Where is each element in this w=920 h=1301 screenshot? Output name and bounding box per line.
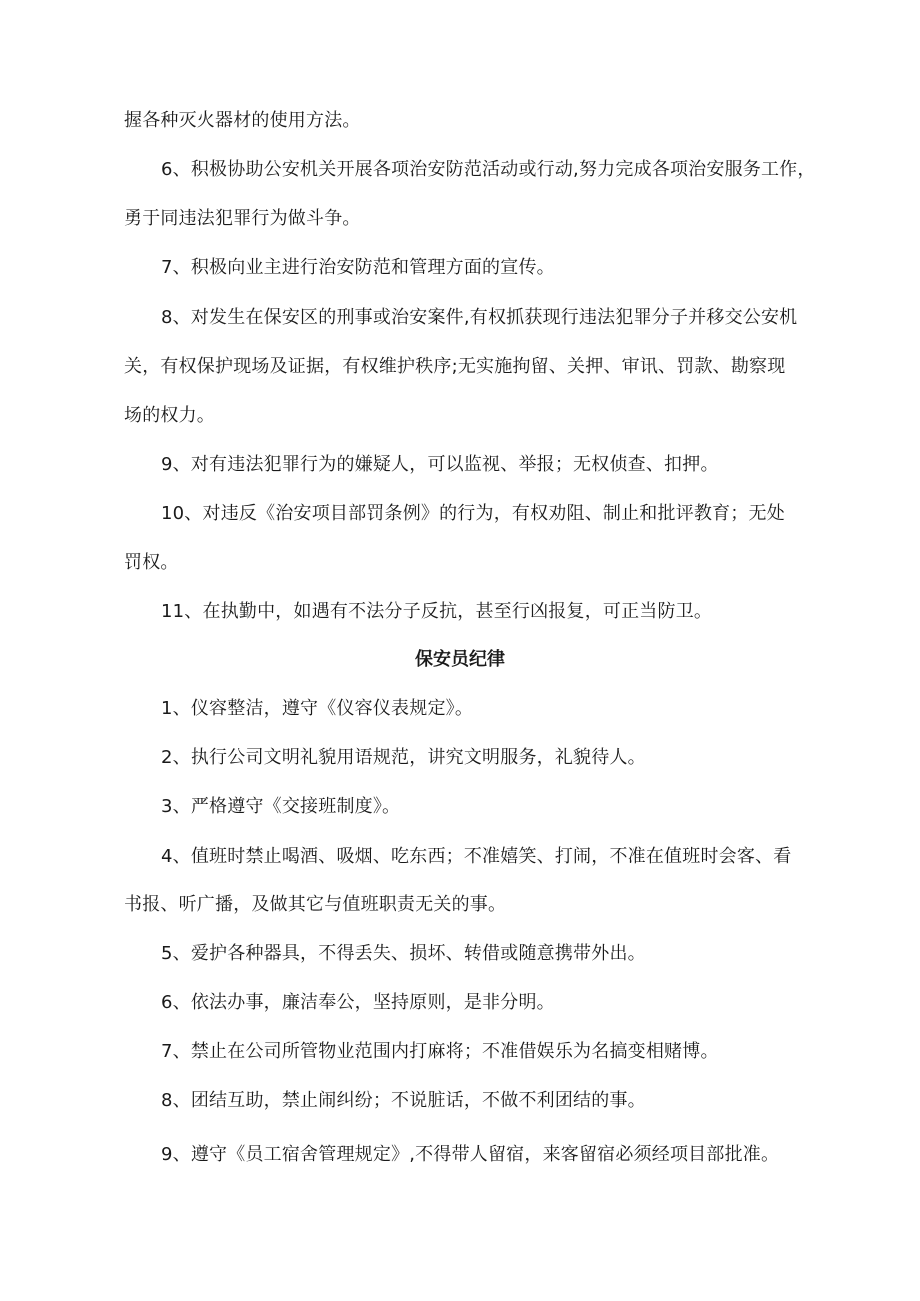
paragraph-line: 7、积极向业主进行治安防范和管理方面的宣传。	[161, 257, 555, 278]
paragraph-line: 3、严格遵守《交接班制度》。	[161, 796, 401, 817]
paragraph-line: 书报、听广播，及做其它与值班职责无关的事。	[124, 894, 507, 915]
paragraph-line: 2、执行公司文明礼貌用语规范，讲究文明服务，礼貌待人。	[161, 747, 646, 768]
paragraph-line: 6、依法办事，廉洁奉公，坚持原则，是非分明。	[161, 992, 555, 1013]
paragraph-line: 8、对发生在保安区的刑事或治安案件,有权抓获现行违法犯罪分子并移交公安机	[161, 307, 798, 328]
section-heading: 保安员纪律	[415, 649, 505, 670]
paragraph-line: 1、仪容整洁，遵守《仪容仪表规定》。	[161, 698, 474, 719]
paragraph-line: 7、禁止在公司所管物业范围内打麻将；不准借娱乐为名搞变相赌博。	[161, 1041, 719, 1062]
paragraph-line: 9、遵守《员工宿舍管理规定》,不得带人留宿，来客留宿必须经项目部批准。	[161, 1144, 780, 1165]
paragraph-line: 10、对违反《治安项目部罚条例》的行为，有权劝阻、制止和批评教育；无处	[161, 503, 785, 524]
paragraph-line: 9、对有违法犯罪行为的嫌疑人，可以监视、举报；无权侦查、扣押。	[161, 454, 719, 475]
paragraph-line: 6、积极协助公安机关开展各项治安防范活动或行动,努力完成各项治安服务工作，	[161, 159, 816, 180]
paragraph-line: 握各种灭火器材的使用方法。	[124, 110, 361, 131]
paragraph-line: 5、爱护各种器具，不得丢失、损坏、转借或随意携带外出。	[161, 943, 646, 964]
paragraph-line: 11、在执勤中，如遇有不法分子反抗，甚至行凶报复，可正当防卫。	[161, 601, 713, 622]
paragraph-line: 8、团结互助，禁止闹纠纷；不说脏话，不做不利团结的事。	[161, 1090, 646, 1111]
paragraph-line: 勇于同违法犯罪行为做斗争。	[124, 208, 361, 229]
paragraph-line: 场的权力。	[124, 405, 215, 426]
paragraph-line: 关，有权保护现场及证据，有权维护秩序;无实施拘留、关押、审讯、罚款、勘察现	[124, 356, 786, 377]
paragraph-line: 4、值班时禁止喝酒、吸烟、吃东西；不准嬉笑、打闹，不准在值班时会客、看	[161, 846, 792, 867]
paragraph-line: 罚权。	[124, 552, 179, 573]
